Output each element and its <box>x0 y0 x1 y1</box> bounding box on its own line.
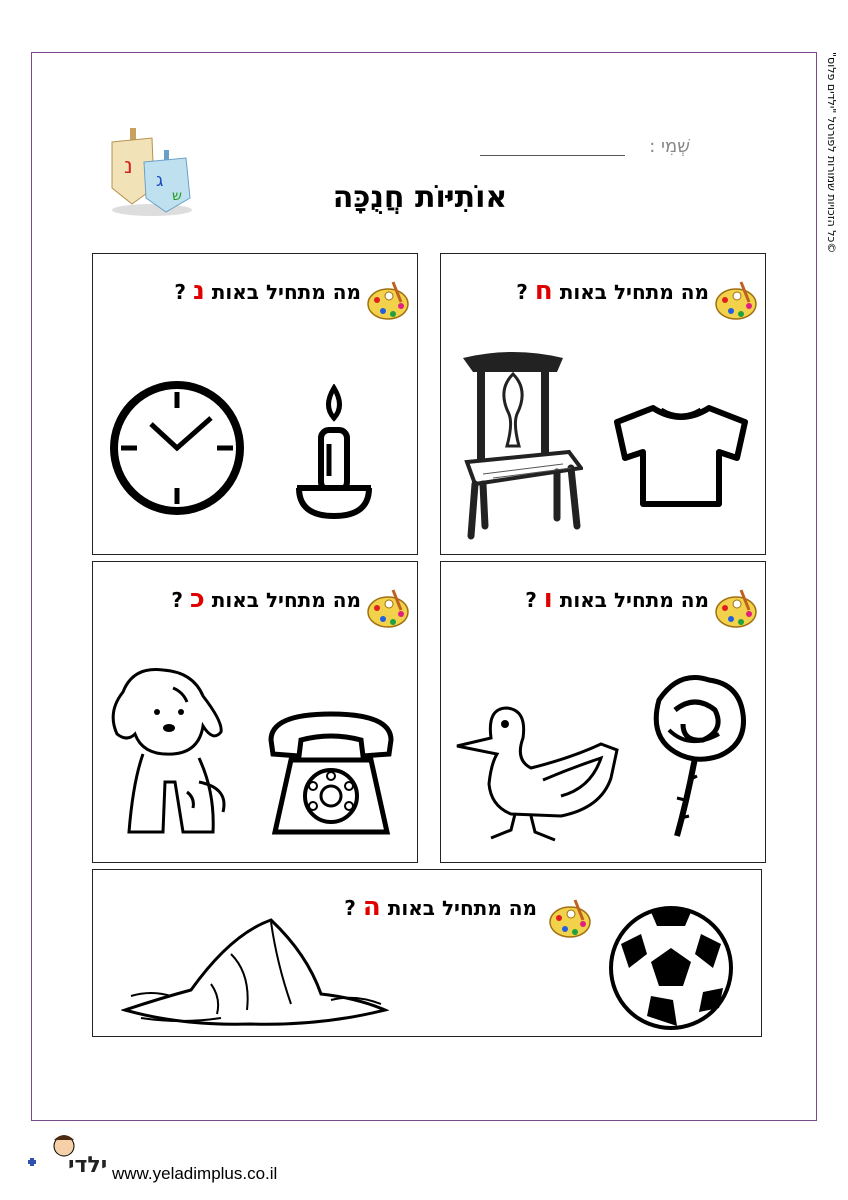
candle-picture <box>293 384 375 522</box>
box-vav <box>440 561 766 863</box>
question-text: מה מתחיל באות <box>559 588 709 612</box>
copyright-text: ©כל הזכויות שמורות לפורטל "ילדים פלוס" <box>825 52 838 254</box>
box-kaf <box>92 561 418 863</box>
page-title: אוֹתִיּוֹת חֲנֻכָּה <box>332 180 508 215</box>
dog-picture <box>103 662 233 842</box>
box-he <box>92 869 762 1037</box>
name-field[interactable] <box>480 136 690 160</box>
svg-text:ש: ש <box>172 188 182 204</box>
chair-picture <box>453 350 583 542</box>
question-nun <box>174 276 361 306</box>
yeladim-logo <box>24 1132 114 1182</box>
question-mark: ? <box>174 280 186 304</box>
footer-url[interactable]: www.yeladimplus.co.il <box>112 1164 278 1183</box>
question-letter: כ <box>190 584 205 614</box>
question-mark: ? <box>525 588 537 612</box>
svg-text:נ: נ <box>124 154 133 179</box>
copyright-note <box>818 52 844 292</box>
rose-picture <box>639 670 753 840</box>
logo-text: ילדי <box>68 1153 108 1178</box>
question-mark: ? <box>171 588 184 612</box>
question-letter: ה <box>362 892 381 922</box>
name-label: שְׁמִי : <box>649 136 690 157</box>
svg-text:ג: ג <box>156 170 164 191</box>
question-text: מה מתחיל באות <box>211 588 361 612</box>
question-letter: ח <box>534 276 553 306</box>
duck-picture <box>451 698 621 848</box>
dreidel-icon <box>102 118 202 218</box>
question-het <box>516 276 709 306</box>
palette-icon <box>713 278 759 322</box>
palette-icon <box>365 278 411 322</box>
question-mark: ? <box>344 896 356 920</box>
question-text: מה מתחיל באות <box>211 280 361 304</box>
mountain-picture <box>121 914 389 1030</box>
name-underline <box>480 155 625 156</box>
palette-icon <box>713 586 759 630</box>
telephone-picture <box>267 710 395 838</box>
question-letter: ו <box>543 584 553 614</box>
soccer-ball-picture <box>607 904 735 1032</box>
box-het <box>440 253 766 555</box>
palette-icon <box>547 896 593 940</box>
question-mark: ? <box>516 280 528 304</box>
question-text: מה מתחיל באות <box>387 896 537 920</box>
question-text: מה מתחיל באות <box>559 280 709 304</box>
palette-icon <box>365 586 411 630</box>
box-nun <box>92 253 418 555</box>
clock-picture <box>107 378 247 518</box>
question-kaf <box>171 584 361 614</box>
question-letter: נ <box>192 276 205 306</box>
shirt-picture <box>613 400 749 510</box>
question-vav <box>525 584 709 614</box>
